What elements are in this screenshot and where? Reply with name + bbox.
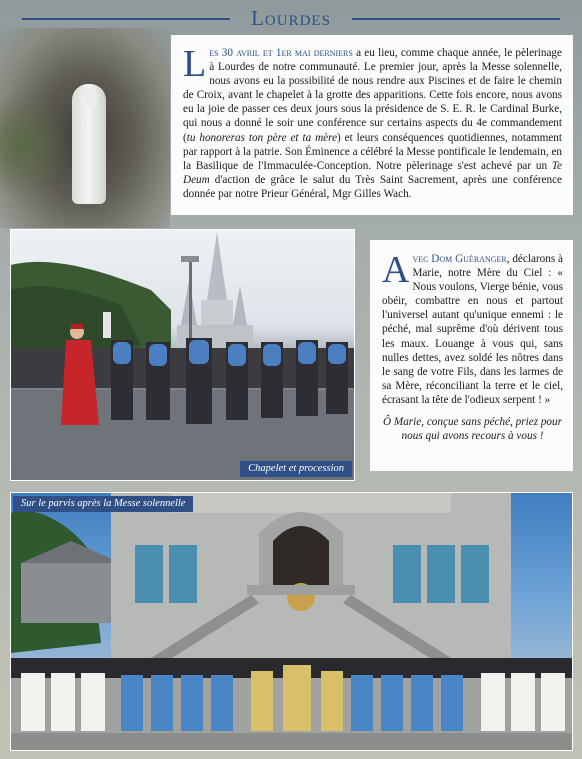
article-te-deum: Te Deum bbox=[183, 159, 562, 186]
article-body-part-1: a eu lieu, comme chaque année, le pèlerinage à Lourdes de notre communauté. Le premier jour, après la Messe solennelle, nous avons eu la possibilité de nous rendre aux Piscines et de faire le chemin de Croix, avant le chapelet à la grotte des apparitions. Cette fois encore, nous avons eu la joie de passer ces deux jours sous la présidence de S. E. R. le Cardinal Burke, qui nous a donné le soir une conférence sur certains aspects du 4e commandement ( bbox=[183, 47, 562, 144]
title-rule-left bbox=[22, 18, 230, 20]
quote-body: , déclarons à Marie, notre Mère du Ciel : « Nous voulons, Vierge bénie, vous obéir, combattre en nous et partout l'universel autant qu'unique ennemi : le péché, mal suprême d'où dérivent tous les maux. Louange à vous qui, sans nulles dettes, avez soldé les nôtres dans le sang de votre Fils, dans les larmes de sa Mère, réconciliant la terre et le ciel, écrasant la tête de l'odieux serpent ! » bbox=[382, 253, 564, 406]
virgin-statue-head bbox=[80, 88, 98, 108]
quote-text-box bbox=[370, 240, 573, 471]
article-body-part-3: d'action de grâce le salut du Très Saint Sacrement, après une conférence donnée par notre Prieur Général, Mgr Gilles Wach. bbox=[183, 173, 562, 200]
parvis-caption: Sur le parvis après la Messe solennelle bbox=[13, 496, 193, 512]
parvis-photo bbox=[10, 492, 573, 751]
quote-dropcap: A bbox=[382, 249, 410, 291]
page-header bbox=[0, 6, 582, 30]
basilica-illustration bbox=[11, 493, 573, 751]
procession-caption: Chapelet et procession bbox=[240, 461, 352, 477]
article-dropcap: L bbox=[183, 43, 207, 85]
procession-photo bbox=[10, 229, 355, 481]
article-body-part-2: ) et leurs conséquences quotidiennes, notamment par rapport à la patrie. Son Éminence a célébré la Messe pontificale le lendemain, en la Basilique de l'Immaculée-Conception. Notre pèlerinage s'est achevé par un bbox=[183, 131, 562, 172]
procession-illustration bbox=[11, 230, 355, 481]
article-commandment-quote: tu honoreras ton père et ta mère bbox=[186, 131, 338, 144]
page-title: Lourdes bbox=[251, 6, 331, 30]
marian-prayer: Ô Marie, conçue sans péché, priez pour nous qui avons recours à vous ! bbox=[383, 416, 562, 443]
article-text-box bbox=[171, 35, 573, 215]
quote-lead-in: vec Dom Guéranger bbox=[412, 253, 507, 265]
foliage-background bbox=[0, 90, 70, 200]
article-lead-in: es 30 avril et 1er mai derniers bbox=[209, 47, 353, 59]
title-rule-right bbox=[352, 18, 560, 20]
